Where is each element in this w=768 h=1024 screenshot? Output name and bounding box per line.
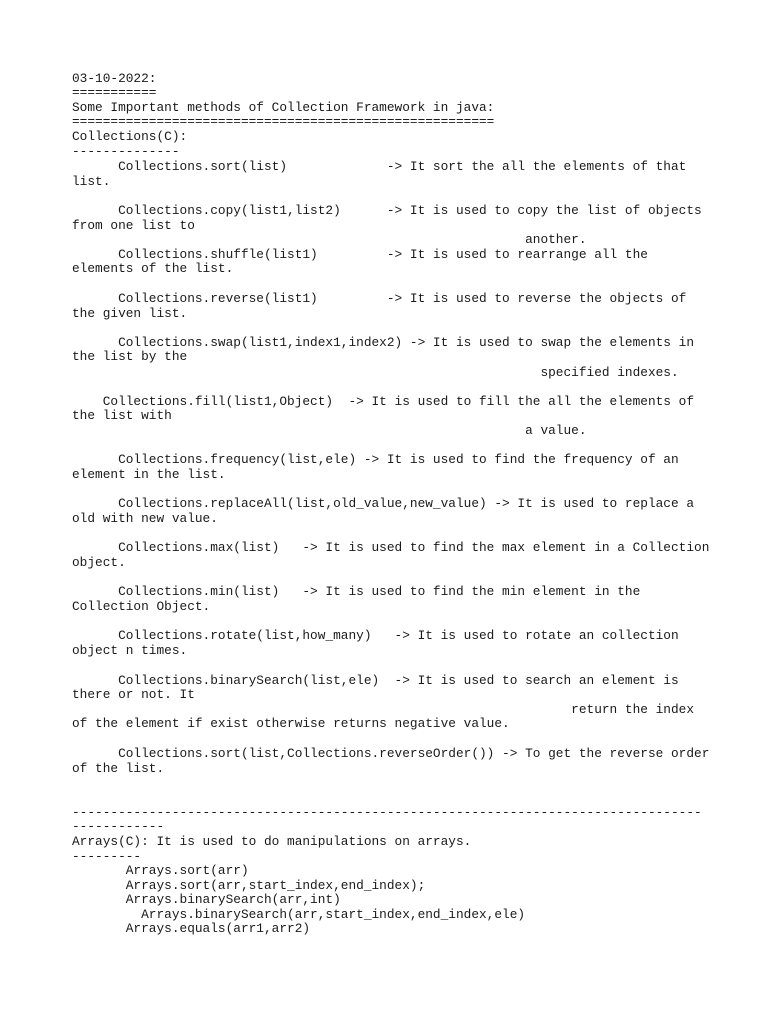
text-line: Arrays.sort(arr,start_index,end_index); (72, 878, 426, 893)
text-line: Collections.frequency(list,ele) -> It is used to find the frequency of an (72, 452, 679, 467)
text-line: the list by the (72, 349, 188, 364)
text-line: return the index (72, 702, 695, 717)
text-line: Collections.sort(list,Collections.reverseOrder()) -> To get the reverse order (72, 746, 710, 761)
section-divider: ---------------------------------------------------------------------------------- (72, 805, 702, 820)
text-line: list. (72, 174, 111, 189)
text-line: the list with (72, 408, 172, 423)
text-line: Collections.rotate(list,how_many) -> It is used to rotate an collection (72, 628, 679, 643)
text-line: Collections.fill(list1,Object) -> It is used to fill the all the elements of (72, 394, 695, 409)
text-line: object. (72, 555, 126, 570)
date-underline: =========== (72, 85, 157, 100)
text-line: element in the list. (72, 467, 226, 482)
text-line: the given list. (72, 306, 188, 321)
text-line: Collections.min(list) -> It is used to find the min element in the (72, 584, 641, 599)
text-line: there or not. It (72, 687, 195, 702)
text-line: of the element if exist otherwise returns negative value. (72, 716, 510, 731)
text-line: Collections.sort(list) -> It sort the all the elements of that (72, 159, 687, 174)
text-line: of the list. (72, 761, 165, 776)
text-line: Collections.max(list) -> It is used to find the max element in a Collection (72, 540, 710, 555)
title-underline: ======================================================= (72, 114, 495, 129)
section-divider-tail: ------------ (72, 819, 165, 834)
text-line: Collections.reverse(list1) -> It is used to reverse the objects of (72, 291, 687, 306)
text-line: old with new value. (72, 511, 218, 526)
text-line: Arrays.binarySearch(arr,start_index,end_index,ele) (72, 907, 526, 922)
title-heading: Some Important methods of Collection Framework in java: (72, 100, 495, 115)
arrays-heading: Arrays(C): It is used to do manipulations on arrays. (72, 834, 472, 849)
text-line: Collections.replaceAll(list,old_value,new_value) -> It is used to replace a (72, 496, 695, 511)
text-line: specified indexes. (72, 365, 679, 380)
text-line: Collection Object. (72, 599, 211, 614)
text-line: from one list to (72, 218, 195, 233)
text-line: a value. (72, 423, 587, 438)
text-line: Arrays.equals(arr1,arr2) (72, 921, 311, 936)
text-line: Collections.copy(list1,list2) -> It is used to copy the list of objects (72, 203, 702, 218)
text-line: Collections.shuffle(list1) -> It is used to rearrange all the (72, 247, 648, 262)
text-line: Arrays.sort(arr) (72, 863, 249, 878)
collections-underline: -------------- (72, 144, 180, 159)
arrays-underline: --------- (72, 849, 142, 864)
text-line: Collections.swap(list1,index1,index2) -> It is used to swap the elements in (72, 335, 695, 350)
text-line: another. (72, 232, 587, 247)
text-line: Collections.binarySearch(list,ele) -> It is used to search an element is (72, 673, 679, 688)
text-line: object n times. (72, 643, 188, 658)
text-line: elements of the list. (72, 261, 234, 276)
date-heading: 03-10-2022: (72, 71, 157, 86)
text-line: Arrays.binarySearch(arr,int) (72, 892, 341, 907)
collections-heading: Collections(C): (72, 129, 188, 144)
